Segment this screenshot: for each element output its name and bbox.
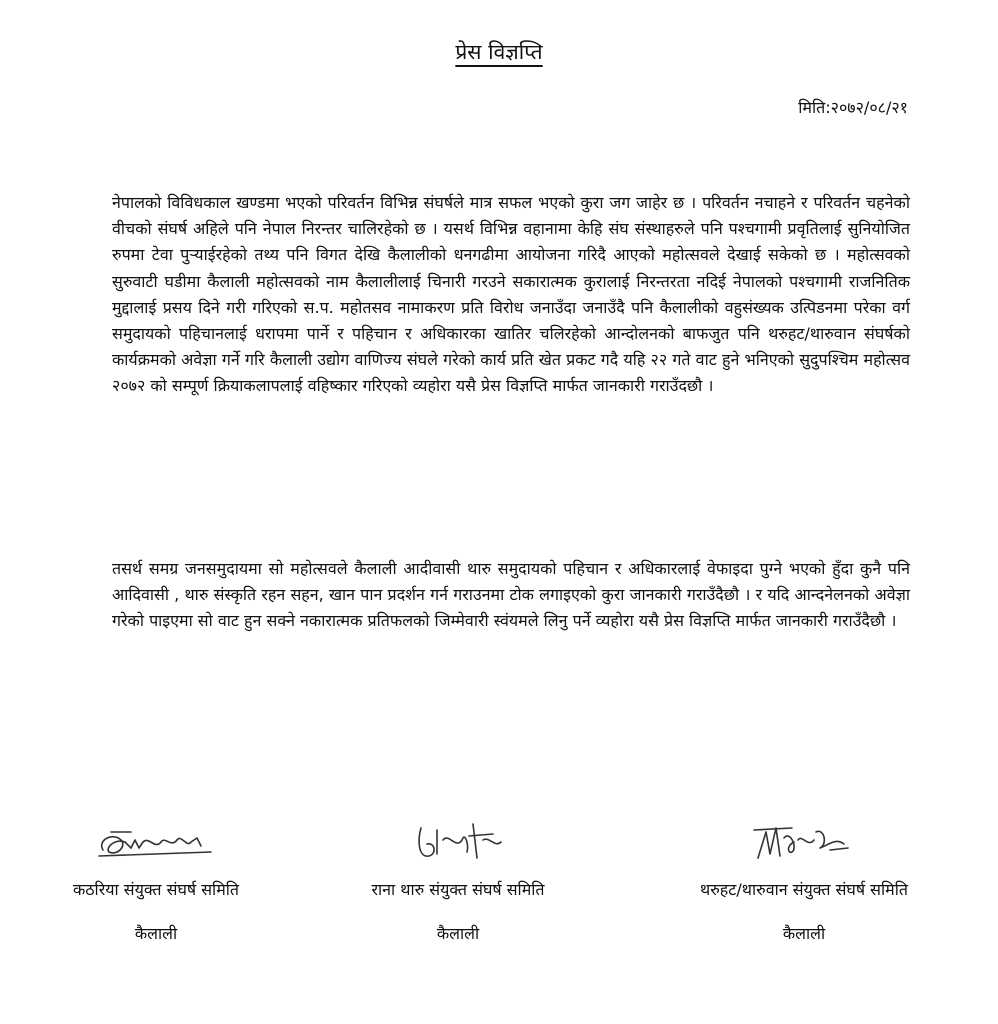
signatory-3 [654,818,954,944]
signatory-2-location: कैलाली [436,924,480,943]
signatory-3-organization: थरुहट/थारुवान संयुक्त संघर्ष समिति [700,880,908,899]
body-paragraph-2: तसर्थ समग्र जनसमुदायमा सो महोत्सवले कैलाली आदीवासी थारु समुदायको पहिचान र अधिकारलाई वेफाइदा पुग्ने भएको हुँदा कुनै पनि आदिवासी , थारु संस्कृति रहन सहन, खान पान प्रदर्शन गर्न गराउनमा टोक लगाइएको कुरा जानकारी गराउँदैछौ । र यदि आन्दनेलनको अवेज्ञा गरेको पाइएमा सो वाट हुन सक्ने नकारात्मक प्रतिफलको जिम्मेवारी स्वंयमले लिनु पर्ने व्यहोरा यसै प्रेस विज्ञप्ति मार्फत जानकारी गराउँदैछौ । [112,559,910,631]
body-paragraph-1: नेपालको विविधकाल खण्डमा भएको परिवर्तन विभिन्न संघर्षले मात्र सफल भएको कुरा जग जाहेर छ । परिवर्तन नचाहने र परिवर्तन चहनेको वीचको संघर्ष अहिले पनि नेपाल निरन्तर चालिरहेको छ । यसर्थ विभिन्न वहानामा केहि संघ संस्थाहरुले पनि पश्चगामी प्रवृतिलाई सुनियोजित रुपमा टेवा पुऱ्याईरहेको तथ्य पनि विगत देखि कैलालीको धनगढीमा आयोजना गरिदै आएको महोत्सवले देखाई सकेको छ । महोत्सवको सुरुवाटी घडीमा कैलाली महोत्सवको नाम कैलालीलाई चिनारी गरउने सकारात्मक कुरालाई निरन्तरता नदिई नेपालको पश्चगामी राजनितिक मुद्दालाई प्रसय दिने गरी गरिएको स.प. महोतसव नामाकरण प्रति विरोध जनाउँदा जनाउँदै पनि कैलालीको वहुसंख्यक उत्पिडनमा परेका वर्ग समुदायको पहिचानलाई धरापमा पार्ने र पहिचान र अधिकारका खातिर चलिरहेको आन्दोलनको बाफजुत पनि थरुहट/थारुवान संघर्षको कार्यक्रमको अवेज्ञा गर्ने गरि कैलाली उद्योग वाणिज्य संघले गरेको कार्य प्रति खेत प्रकट गदै यहि २२ गते वाट हुने भनिएको सुदुपश्चिम महोत्सव २०७२ को सम्पूर्ण क्रियाकलापलाई वहिष्कार गरिएको व्यहोरा यसै प्रेस विज्ञप्ति मार्फत जानकारी गराउँदछौ । [112,193,910,396]
signatory-3-location: कैलाली [782,924,826,943]
signatory-1 [6,818,306,944]
signature-3-image [744,818,864,868]
signatory-2-organization: राना थारु संयुक्त संघर्ष समिति [371,880,545,899]
document-title [0,38,998,66]
release-date: मिति:२०७२/०८/२१ [798,98,908,117]
signatory-1-location: कैलाली [134,924,178,943]
signature-1-image [91,818,221,868]
signature-2-image [403,818,513,868]
document-title-text: प्रेस विज्ञप्ति [455,40,543,64]
signatory-2 [308,818,608,944]
signatory-1-organization: कठरिया संयुक्त संघर्ष समिति [72,880,240,899]
